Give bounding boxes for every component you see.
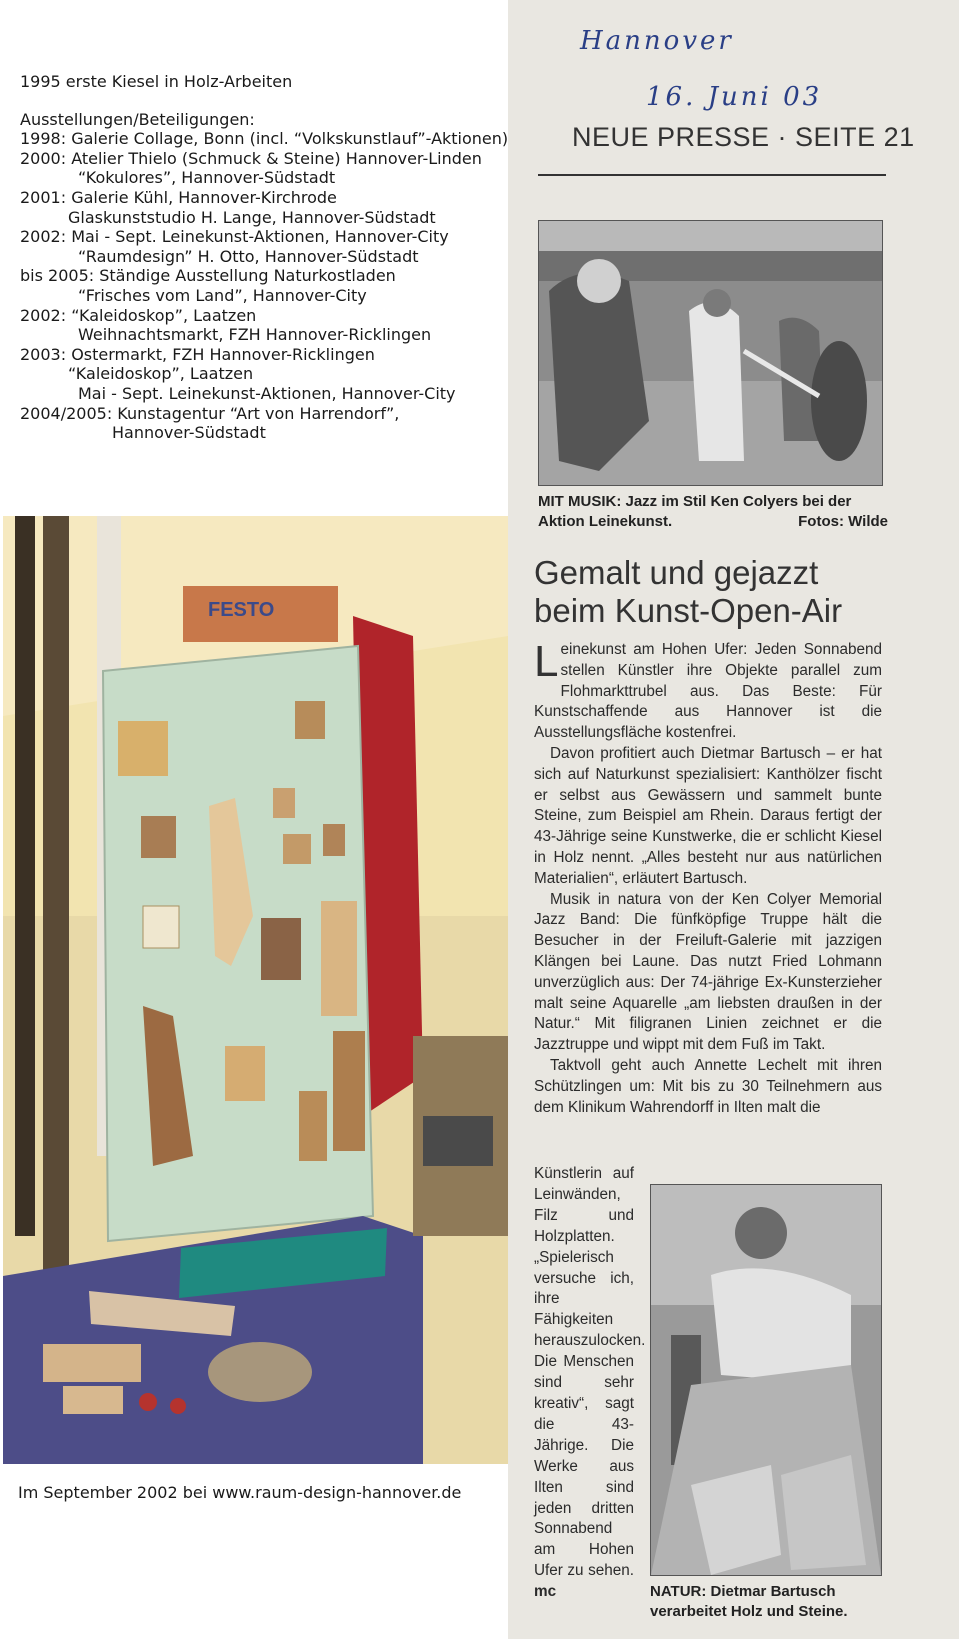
list-item: “Kokulores”, Hannover-Südstadt [78,168,336,188]
list-item: “Kaleidoskop”, Laatzen [68,364,254,384]
exhibition-photo [3,516,508,1464]
jazz-band-photo-illustration [539,221,882,485]
newspaper-clipping [508,0,959,1639]
list-item: 2002: Mai - Sept. Leinekunst-Aktionen, Hannover-City [20,227,449,247]
paragraph-3: Musik in natura von der Ken Colyer Memorial Jazz Band: Die fünfköpfige Truppe hält die Besucher in der Freiluft-Galerie mit jazzigen Klängen bei Laune. Das nutzt Fried Lohmann unverzüglich aus: Der 74-jährige Ex-Kunsterzieher malt seine Aquarelle „am liebsten draußen in der Natur.“ Mit filigranen Linien zeichnet er die Jazztruppe und wippt mit dem Fuß im Takt. [534,890,882,1054]
article-headline [534,554,894,630]
list-headline: 1995 erste Kiesel in Holz-Arbeiten [20,72,293,91]
headline-line2: beim Kunst-Open-Air [534,592,843,629]
jazz-photo-caption [538,492,888,532]
handwritten-date: 16. Juni 03 [646,82,823,112]
artist-photo [650,1184,882,1576]
list-item: Mai - Sept. Leinekunst-Aktionen, Hannover-City [78,383,456,403]
paragraph-1: einekunst am Hohen Ufer: Jeden Sonnabend stellen Künstler ihre Objekte parallel zum Flohmarkttrubel aus. Das Beste: Für Kunstschaffende aus Hannover ist die Ausstellungsfläche kostenfrei. [534,641,882,742]
exhibition-photo-illustration [3,516,508,1464]
jazz-band-photo [538,220,883,486]
exhibition-list [20,72,520,443]
paragraph-2: Davon profitiert auch Dietmar Bartusch – er hat sich auf Naturkunst spezialisiert: Kanthölzer fischt er selbst aus Gewässern und sammelt bunte Steine, zum Beispiel am Rhein. Daraus fertigt der 43-Jährige seine Kunstwerke, die er schlicht Kiesel in Holz nennt. „Alles besteht nur aus natürlichen Materialien“, erläutert Bartusch. [534,744,882,887]
artist-caption-line1: NATUR: Dietmar Bartusch [650,1583,836,1600]
list-item: bis 2005: Ständige Ausstellung Naturkostladen [20,266,396,286]
photo-credit: Fotos: Wilde [798,513,888,530]
exhibition-photo-caption: Im September 2002 bei www.raum-design-hannover.de [18,1483,462,1502]
masthead-rule [538,174,886,176]
artist-photo-caption [650,1582,890,1622]
list-item: 2001: Galerie Kühl, Hannover-Kirchrode [20,187,337,207]
drop-cap: L [534,637,559,686]
artist-caption-line2: verarbeitet Holz und Steine. [650,1603,848,1620]
article-body-continued [534,1164,646,1603]
list-item: 2002: “Kaleidoskop”, Laatzen [20,305,257,325]
list-item: 2004/2005: Kunstagentur “Art von Harrendorf”, [20,403,400,423]
list-item: “Raumdesign” H. Otto, Hannover-Südstadt [78,246,419,266]
byline: mc [534,1583,557,1601]
jazz-caption-line1: MIT MUSIK: Jazz im Stil Ken Colyers bei der [538,493,852,510]
list-item: 2000: Atelier Thielo (Schmuck & Steine) Hannover-Linden [20,148,482,168]
list-item: “Frisches vom Land”, Hannover-City [78,285,367,305]
festo-box-label: FESTO [208,599,275,621]
newspaper-masthead: NEUE PRESSE · SEITE 21 [572,122,915,152]
list-item: Glaskunststudio H. Lange, Hannover-Südstadt [68,207,436,227]
list-item: 2003: Ostermarkt, FZH Hannover-Ricklingen [20,344,375,364]
list-item: 1998: Galerie Collage, Bonn (incl. “Volkskunstlauf”-Aktionen) [20,129,509,149]
handwritten-city: Hannover [580,26,734,56]
paragraph-4: Taktvoll geht auch Annette Lechelt mit ihren Schützlingen um: Mit bis zu 30 Teilnehmern aus dem Klinikum Wahrendorff in Ilten malt die [534,1056,882,1116]
headline-line1: Gemalt und gejazzt [534,554,819,591]
article-body [534,637,882,1118]
paragraph-4-continued: Künstlerin auf Leinwänden, Filz und Holzplatten. „Spielerisch versuche ich, ihre Fähigkeiten herauszulocken. Die Menschen sind sehr kreativ“, sagt die 43-Jährige. Die Werke aus Ilten sind jeden dritten Sonnabend am Hohen Ufer zu sehen. [534,1165,646,1580]
list-section-title: Ausstellungen/Beteiligungen: [20,109,255,129]
list-item: Weihnachtsmarkt, FZH Hannover-Ricklingen [78,325,432,345]
jazz-caption-line2: Aktion Leinekunst. [538,513,673,530]
artist-photo-illustration [651,1185,881,1575]
list-item: Hannover-Südstadt [112,423,266,443]
